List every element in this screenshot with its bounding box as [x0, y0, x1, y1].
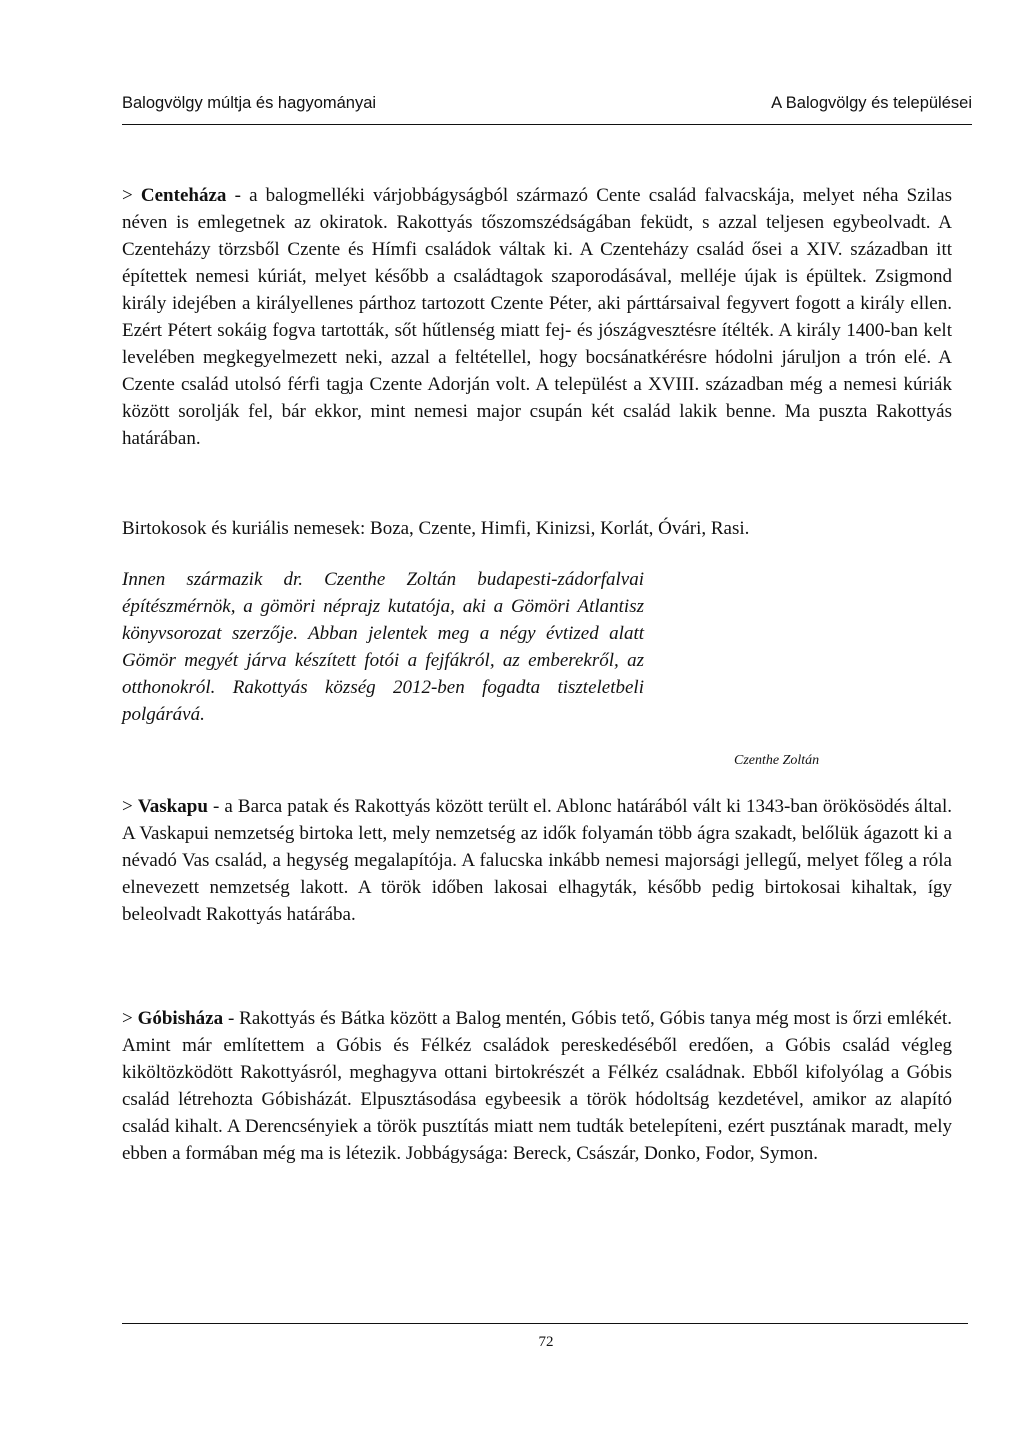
entry-text-vaskapu: - a Barca patak és Rakottyás között terült el. Ablonc határából vált ki 1343-ban örökösödés által. A Vaskapui nemzetség birtoka lett, mely nemzetség az idők folyamán több ágra szakadt, belőlük ágazott ki a névadó Vas család, a hegység megalapítója. A falucska inkább nemesi majorsági jellegű, melyet főleg a róla elnevezett nemzetség lakott. A török időben lakosai elhagyták, később pedig birtokosai kihaltak, így beleolvadt Rakottyás határába.: [122, 796, 953, 925]
paragraph-vaskapu: [122, 793, 952, 928]
page-number: 72: [538, 1334, 554, 1350]
paragraph-centehaza: [122, 182, 952, 452]
entry-text-gobishaza: - Rakottyás és Bátka között a Balog mentén, Góbis tető, Góbis tanya még most is őrzi emlékét. Amint már említettem a Góbis és Félkéz családok pereskedéséből eredően, a Góbis család végleg kiköltözködött Rakottyásról, meghagyva ottani birtokrészét a Félkéz családnak. Ebből kifolyólag a Góbis család létrehozta Góbisházát. Elpusztásodása egybeesik a török hódoltság kezdetével, amikor az alapító család kihalt. A Derencsényiek a török pusztítás miatt nem tudták betelepíteni, ezért pusztának maradt, mely ebben a formában még ma is létezik. Jobbágysága: Bereck, Császár, Donko, Fodor, Symon.: [122, 1008, 952, 1164]
footer-rule: [122, 1323, 968, 1324]
running-header: [122, 94, 972, 125]
entry-name-centehaza: Centeháza: [140, 185, 227, 206]
header-chapter-title: A Balogvölgy és települései: [771, 94, 972, 112]
entry-name-gobishaza: Góbisháza: [137, 1008, 224, 1029]
bullet-marker: >: [122, 185, 133, 206]
entry-text-centehaza: - a balogmelléki várjobbágyságból származó Cente család falvacskája, melyet néha Szilas néven is emlegetnek az okiratok. Rakottyás tőszomszédságában feküdt, s azzal teljesen egybeolvadt. A Czenteházy törzsből Czente és Hímfi családok váltak ki. A Czenteházy család ősei a XIV. században itt építettek nemesi kúriát, melyet később a családtagok szaporodásával, melléje újak is épültek. Zsigmond király idejében a királyellenes párthoz tartozott Czente Péter, aki párttársaival fegyvert fogott a király ellen. Ezért Pétert sokáig fogva tartották, sőt hűtlenség miatt fej- és jószágvesztésre ítélték. A király 1400-ban kelt levelében megkegyelmezett neki, azzal a feltétellel, hogy bocsánatkérésre hódolni járuljon a trón elé. A Czente család utolsó férfi tagja Czente Adorján volt. A települést a XVIII. században még a nemesi kúriák között sorolják fel, bár ekkor, mint nemesi major csupán két család lakik benne. Ma puszta Rakottyás határában.: [122, 185, 953, 449]
bullet-marker: >: [122, 796, 133, 817]
photo-credit: Czenthe Zoltán: [734, 753, 820, 768]
entry-name-vaskapu: Vaskapu: [137, 796, 208, 817]
photo-caption: Innen származik dr. Czenthe Zoltán budapesti-zádorfalvai építészmérnök, a gömöri néprajz kutatója, aki a Gömöri Atlantisz könyvsorozat szerzője. Abban jelentek meg a négy évtized alatt Gömör megyét járva készített fotói a fejfákról, az emberekről, az otthonokról. Rakottyás község 2012-ben fogadta tiszteletbeli polgárává.: [122, 569, 644, 725]
bullet-marker: >: [122, 1008, 133, 1029]
header-book-title: Balogvölgy múltja és hagyományai: [122, 94, 377, 112]
paragraph-gobishaza: [122, 1005, 952, 1167]
paragraph-birtokosok: Birtokosok és kuriális nemesek: Boza, Czente, Himfi, Kinizsi, Korlát, Óvári, Rasi.: [122, 518, 750, 539]
